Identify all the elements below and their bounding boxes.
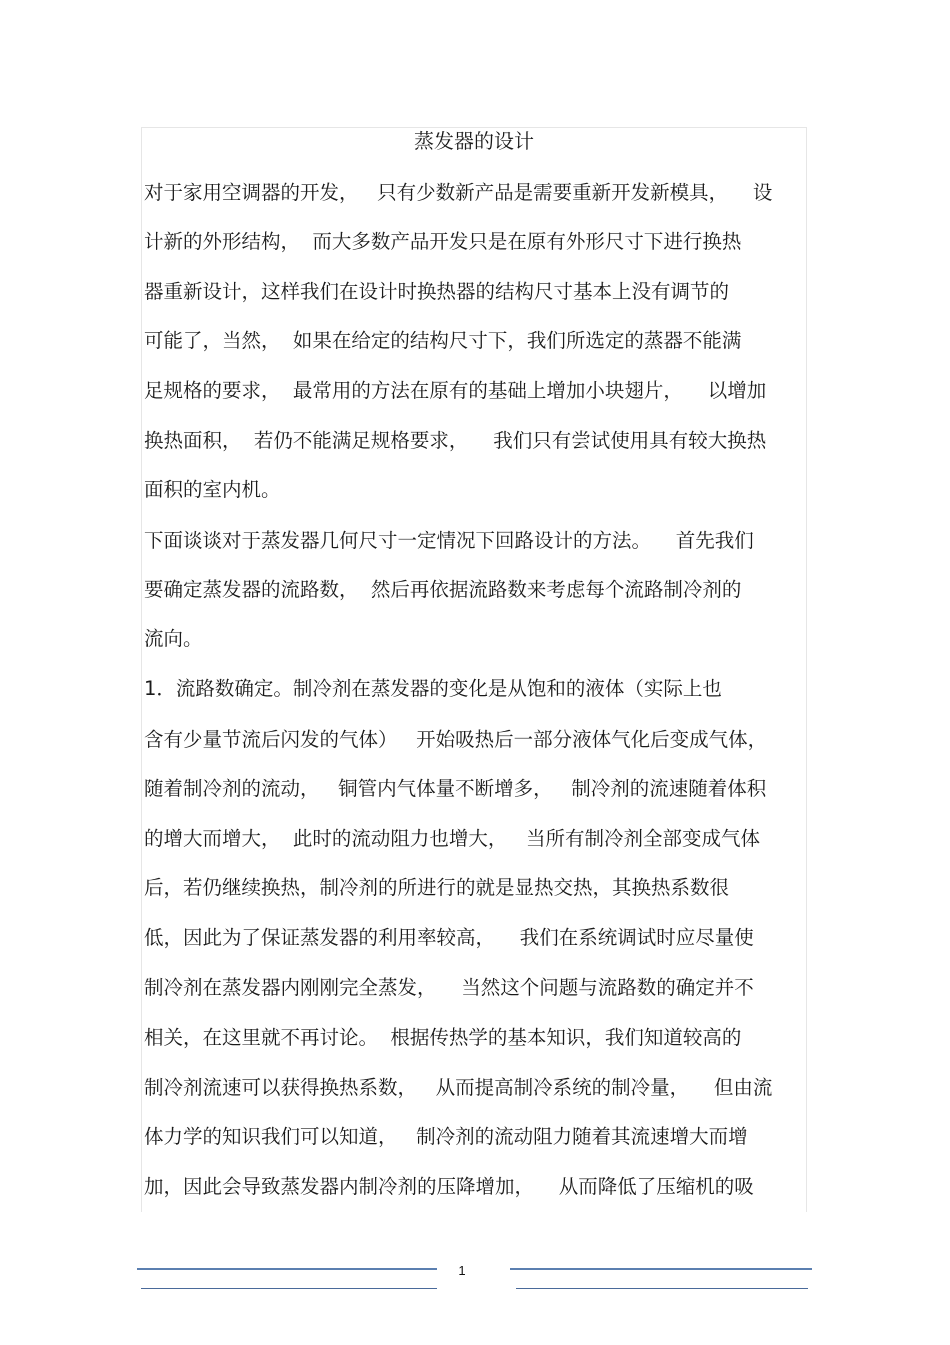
body-line: 含有少量节流后闪发的气体） 开始吸热后一部分液体气化后变成气体， (144, 728, 768, 751)
body-line: 换热面积， 若仍不能满足规格要求， 我们只有尝试使用具有较大换热 (144, 429, 767, 452)
body-line: 相关，在这里就不再讨论。 根据传热学的基本知识，我们知道较高的 (144, 1026, 742, 1049)
footer-rule-right-top (510, 1268, 812, 1270)
body-line: 随着制冷剂的流动， 铜管内气体量不断增多， 制冷剂的流速随着体积 (144, 777, 767, 800)
body-line: 体力学的知识我们可以知道， 制冷剂的流动阻力随着其流速增大而增 (144, 1125, 748, 1148)
document-title: 蒸发器的设计 (414, 129, 534, 153)
page-footer (0, 1258, 950, 1298)
body-line: 加，因此会导致蒸发器内制冷剂的压降增加， 从而降低了压缩机的吸 (144, 1175, 754, 1198)
body-line: 可能了，当然， 如果在给定的结构尺寸下，我们所选定的蒸器不能满 (144, 329, 742, 352)
body-line: 的增大而增大， 此时的流动阻力也增大， 当所有制冷剂全部变成气体 (144, 827, 760, 850)
page-number: 1 (458, 1263, 466, 1278)
body-line: 足规格的要求， 最常用的方法在原有的基础上增加小块翅片， 以增加 (144, 379, 767, 402)
body-line: 器重新设计，这样我们在设计时换热器的结构尺寸基本上没有调节的 (144, 280, 730, 303)
footer-rule-right-bottom (516, 1288, 808, 1289)
body-line: 下面谈谈对于蒸发器几何尺寸一定情况下回路设计的方法。 首先我们 (144, 529, 754, 552)
body-line: 要确定蒸发器的流路数， 然后再依据流路数来考虑每个流路制冷剂的 (144, 578, 742, 601)
body-line: 面积的室内机。 (144, 478, 281, 501)
body-line: 计新的外形结构， 而大多数产品开发只是在原有外形尺寸下进行换热 (144, 230, 742, 253)
body-line: 制冷剂流速可以获得换热系数， 从而提高制冷系统的制冷量， 但由流 (144, 1076, 773, 1099)
body-line: 后，若仍继续换热，制冷剂的所进行的就是显热交热，其换热系数很 (144, 876, 730, 899)
body-line: 制冷剂在蒸发器内刚刚完全蒸发， 当然这个问题与流路数的确定并不 (144, 976, 754, 999)
body-line: 对于家用空调器的开发， 只有少数新产品是需要重新开发新模具， 设 (144, 181, 773, 204)
footer-rule-left-bottom (141, 1288, 437, 1289)
footer-rule-left-top (137, 1268, 437, 1270)
body-line: 1．流路数确定。制冷剂在蒸发器的变化是从饱和的液体（实际上也 (144, 677, 722, 700)
body-line: 流向。 (144, 627, 203, 650)
body-line: 低，因此为了保证蒸发器的利用率较高， 我们在系统调试时应尽量使 (144, 926, 754, 949)
